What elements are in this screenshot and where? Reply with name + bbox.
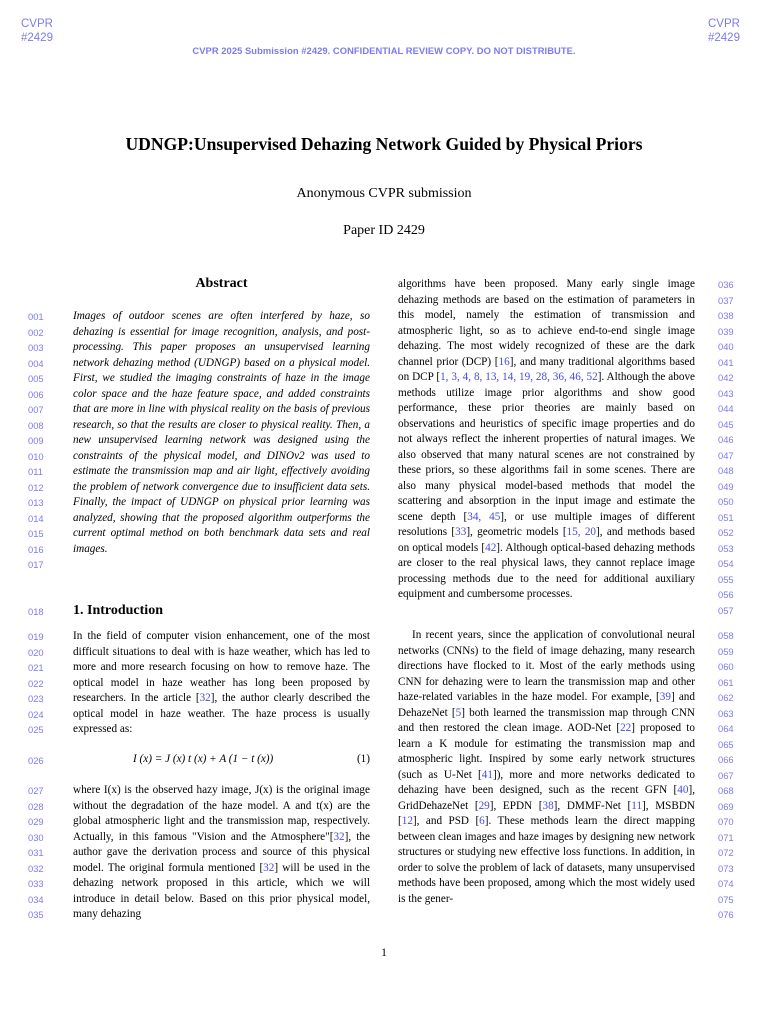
text-segment: ] and DehazeNet [ xyxy=(398,691,695,719)
line-number: 001 xyxy=(28,311,44,322)
citation-link[interactable]: 5 xyxy=(455,706,462,719)
line-number: 057 xyxy=(718,604,734,616)
submission-id-left: #2429 xyxy=(21,32,53,44)
text-segment: ], and PSD [ xyxy=(412,815,480,827)
line-number: 076 xyxy=(718,909,734,920)
text-segment: ], MSBDN [ xyxy=(398,799,695,827)
line-number: 019 xyxy=(28,631,44,642)
line-number: 056 xyxy=(718,589,734,600)
cvpr-label-left: CVPR xyxy=(21,18,53,30)
intro-paragraph-2 xyxy=(73,783,370,923)
text-segment: ], the author clearly described the optical model in haze weather. The haze process is usually expressed as: xyxy=(73,692,370,735)
text-segment: ]. Although the above methods utilize image prior algorithms and show good performance, these prior theories are mainly based on observations and heuristics of specific image properties and do not always reflect the inherent properties of natural images. We also observed that many natural scenes are not constrained by these priors, so these algorithms fail in some scenes. There are also many physical model-based methods that model the scattering and absorption in the input image and estimate the scene depth [ xyxy=(398,371,696,523)
citation-link[interactable]: 38 xyxy=(542,799,554,812)
page-number: 1 xyxy=(381,947,387,959)
line-number: 041 xyxy=(718,356,734,368)
line-number: 071 xyxy=(718,831,734,843)
citation-link[interactable]: 22 xyxy=(620,722,632,734)
line-number: 027 xyxy=(28,785,44,796)
citation-link[interactable]: 15, 20 xyxy=(566,526,597,538)
line-number-intro-heading: 018 xyxy=(28,606,44,617)
line-number: 003 xyxy=(28,342,44,353)
abstract-body xyxy=(73,309,370,557)
line-number: 061 xyxy=(718,676,734,688)
line-number: 021 xyxy=(28,662,44,673)
line-number: 051 xyxy=(718,511,734,523)
line-number: 008 xyxy=(28,419,44,431)
line-number-equation: 026 xyxy=(28,755,44,766)
line-number: 069 xyxy=(718,800,734,812)
line-number: 054 xyxy=(718,558,734,569)
line-number: 016 xyxy=(28,543,44,555)
equation-formula: I (x) = J (x) t (x) + A (1 − t (x)) xyxy=(133,753,274,765)
text-segment: ]. Although optical-based dehazing methods are closer to the real physical laws, they cannot replace image processing methods due to the need for additional auxiliary equipment and cumbersome processes. xyxy=(398,541,695,600)
intro-paragraph-1 xyxy=(73,629,370,738)
line-number: 073 xyxy=(718,862,734,874)
line-number: 058 xyxy=(718,630,734,641)
line-number: 036 xyxy=(718,279,734,290)
citation-link[interactable]: 11 xyxy=(631,799,643,812)
line-number: 039 xyxy=(718,325,734,337)
line-number: 011 xyxy=(28,466,43,477)
text-segment: ], geometric models [ xyxy=(466,526,567,538)
cvpr-tag-left xyxy=(21,17,53,45)
line-number: 044 xyxy=(718,403,734,414)
equation-number: (1) xyxy=(356,753,370,765)
confidential-banner: CVPR 2025 Submission #2429. CONFIDENTIAL REVIEW COPY. DO NOT DISTRIBUTE. xyxy=(192,45,576,56)
line-number: 072 xyxy=(718,847,734,858)
line-number: 040 xyxy=(718,341,734,352)
paper-id: Paper ID 2429 xyxy=(343,223,425,238)
line-number: 009 xyxy=(28,435,44,446)
line-number: 017 xyxy=(28,559,44,570)
line-number: 055 xyxy=(718,573,734,585)
text-segment: algorithms have been proposed. Many early single image dehazing methods are based on the estimation of parameters in this model, namely the estimation of transmission and atmospheric light, so as to achieve end-to-end single image dehazing. The most widely recognized of these are the dark channel prior (DCP) [ xyxy=(398,278,695,368)
line-number: 038 xyxy=(718,310,734,321)
line-number: 066 xyxy=(718,754,734,765)
text-segment: ] will be used in the dehazing network proposed in this article, which we will introduce in detail below. Based on this prior physical model, many dehazing xyxy=(73,861,370,920)
line-number: 029 xyxy=(28,816,44,827)
text-segment: ]), more and more networks dedicated to dehazing have been designed, such as the recent GFN [ xyxy=(398,768,695,796)
text-segment: ]. These methods learn the direct mapping between clean images and haze images by designing new network structures or studying new effective loss functions. In addition, in order to solve the problem of lack of datasets, many unsupervised methods have been proposed, among which the most widely used is the gener- xyxy=(398,815,695,905)
text-segment: ], and methods based on optical models [ xyxy=(398,526,696,554)
submission-id-right: #2429 xyxy=(708,32,740,44)
line-number: 053 xyxy=(718,542,734,554)
line-number: 025 xyxy=(28,724,44,735)
line-number: 006 xyxy=(28,388,44,400)
citation-link[interactable]: 41 xyxy=(481,768,493,781)
line-number: 010 xyxy=(28,450,44,462)
text-segment: ] proposed to learn a K module for estimating the transmission map and atmospheric light. Inspired by some early network structures (such as U-Net [ xyxy=(398,722,695,781)
abstract-text: Images of outdoor scenes are often interfered by haze, so dehazing is essential for image recognition, analysis, and post-processing. This paper proposes an unsupervised learning network dehazing method (UDNGP) based on a physical model. First, we studied the imaging constraints of haze in the image color space and the haze feature space, and added constraints that are more in line with physical reality on the basis of previous research, so that the results are closer to physical reality. Then, a new unsupervised learning network was designed using the constraints of the physical model, and DINOv2 was used to estimate the transmission map and air light, effectively avoiding the problem of network convergence due to insufficient data sets. Finally, the impact of UDNGP on physical prior learning was analyzed, showing that the proposed algorithm outperforms the current optimal method on both benchmark data sets and real images. xyxy=(73,310,370,555)
line-number: 042 xyxy=(718,372,734,383)
line-number: 070 xyxy=(718,816,734,827)
line-number: 075 xyxy=(718,893,734,905)
line-number: 045 xyxy=(718,418,734,430)
citation-link[interactable]: 42 xyxy=(485,541,497,554)
text-segment: In the field of computer vision enhancement, one of the most difficult situations to deal with is haze weather, which has led to more and more research focusing on how to remove haze. The optical model in haze weather has long been proposed by researchers. In the article [ xyxy=(73,630,370,704)
paper-title: UDNGP:Unsupervised Dehazing Network Guided by Physical Priors xyxy=(125,134,643,154)
line-numbers-intro-1 xyxy=(28,629,44,738)
line-number: 067 xyxy=(718,769,734,781)
citation-link[interactable]: 6 xyxy=(479,815,485,827)
line-number: 035 xyxy=(28,909,44,920)
line-number: 065 xyxy=(718,738,734,750)
line-number: 020 xyxy=(28,646,44,658)
line-number: 023 xyxy=(28,693,44,704)
line-number: 063 xyxy=(718,707,734,719)
line-number: 047 xyxy=(718,449,734,461)
text-segment: ], the author gave the derivation process and source of this physical model. The original formula mentioned [ xyxy=(73,830,370,874)
citation-link[interactable]: 16 xyxy=(498,355,510,368)
line-numbers-abstract xyxy=(28,309,44,573)
paper-author: Anonymous CVPR submission xyxy=(296,186,472,201)
line-number: 004 xyxy=(28,357,44,369)
line-number: 064 xyxy=(718,723,734,734)
line-number: 060 xyxy=(718,661,734,672)
citation-link[interactable]: 34, 45 xyxy=(467,510,501,523)
citation-link[interactable]: 29 xyxy=(478,799,490,812)
abstract-heading: Abstract xyxy=(195,276,248,291)
line-number: 022 xyxy=(28,677,44,689)
line-number: 046 xyxy=(718,434,734,445)
right-paragraph-2 xyxy=(398,628,695,907)
line-number: 012 xyxy=(28,481,44,493)
text-segment: In recent years, since the application of convolutional neural networks (CNNs) to the field of image dehazing, many research directions have flocked to it. Most of the early methods using CNN for dehazing were to learn the transmission map and other haze-related variables in the haze model. For example, [ xyxy=(398,629,695,703)
line-number: 050 xyxy=(718,496,734,507)
line-number: 005 xyxy=(28,373,44,384)
line-number: 007 xyxy=(28,404,44,415)
line-number: 059 xyxy=(718,645,734,657)
line-number: 037 xyxy=(718,294,734,306)
citation-link[interactable]: 32 xyxy=(333,830,345,843)
line-number: 030 xyxy=(28,831,44,843)
citation-link[interactable]: 40 xyxy=(677,784,689,796)
line-number: 015 xyxy=(28,528,44,539)
line-number: 013 xyxy=(28,497,44,508)
line-number: 024 xyxy=(28,708,44,720)
line-number: 049 xyxy=(718,480,734,492)
citation-link[interactable]: 1, 3, 4, 8, 13, 14, 19, 28, 36, 46, 52 xyxy=(440,371,598,383)
line-number: 002 xyxy=(28,326,44,338)
citation-link[interactable]: 32 xyxy=(263,861,275,874)
line-number: 032 xyxy=(28,862,44,874)
text-segment: where I(x) is the observed hazy image, J(x) is the original image without the degradation of the haze model. A and t(x) are the global atmospheric light and the transmission map, respectively. Actually, in this famous "Vision and the Atmosphere"[ xyxy=(73,784,370,843)
line-number: 052 xyxy=(718,527,734,538)
citation-link[interactable]: 32 xyxy=(199,692,211,704)
line-number: 031 xyxy=(28,847,44,858)
cvpr-tag-right xyxy=(708,17,740,45)
citation-link[interactable]: 12 xyxy=(401,815,413,827)
text-segment: ], DMMF-Net [ xyxy=(553,799,632,812)
line-number: 033 xyxy=(28,878,44,889)
text-segment: ], or use multiple images of different resolutions [ xyxy=(398,510,695,538)
line-number: 014 xyxy=(28,512,44,524)
line-numbers-intro-2 xyxy=(28,783,44,923)
text-segment: ] both learned the transmission map through CNN and then restored the clean image. AOD-Net [ xyxy=(398,706,695,734)
citation-link[interactable]: 39 xyxy=(659,691,671,703)
text-segment: ], GridDehazeNet [ xyxy=(398,784,695,812)
introduction-heading: 1. Introduction xyxy=(73,603,163,618)
line-number: 068 xyxy=(718,785,734,796)
line-number: 034 xyxy=(28,893,44,905)
line-number: 048 xyxy=(718,465,734,476)
right-paragraph-1 xyxy=(398,277,695,603)
text-segment: ], EPDN [ xyxy=(489,799,543,812)
line-numbers-right-1 xyxy=(718,277,734,618)
line-number: 062 xyxy=(718,692,734,703)
citation-link[interactable]: 33 xyxy=(455,526,467,538)
line-number: 028 xyxy=(28,800,44,812)
line-numbers-right-2 xyxy=(718,628,734,923)
line-number: 074 xyxy=(718,878,734,889)
cvpr-label-right: CVPR xyxy=(708,18,740,30)
line-number: 043 xyxy=(718,387,734,399)
text-segment: ], and many traditional algorithms based on DCP [ xyxy=(398,355,695,383)
